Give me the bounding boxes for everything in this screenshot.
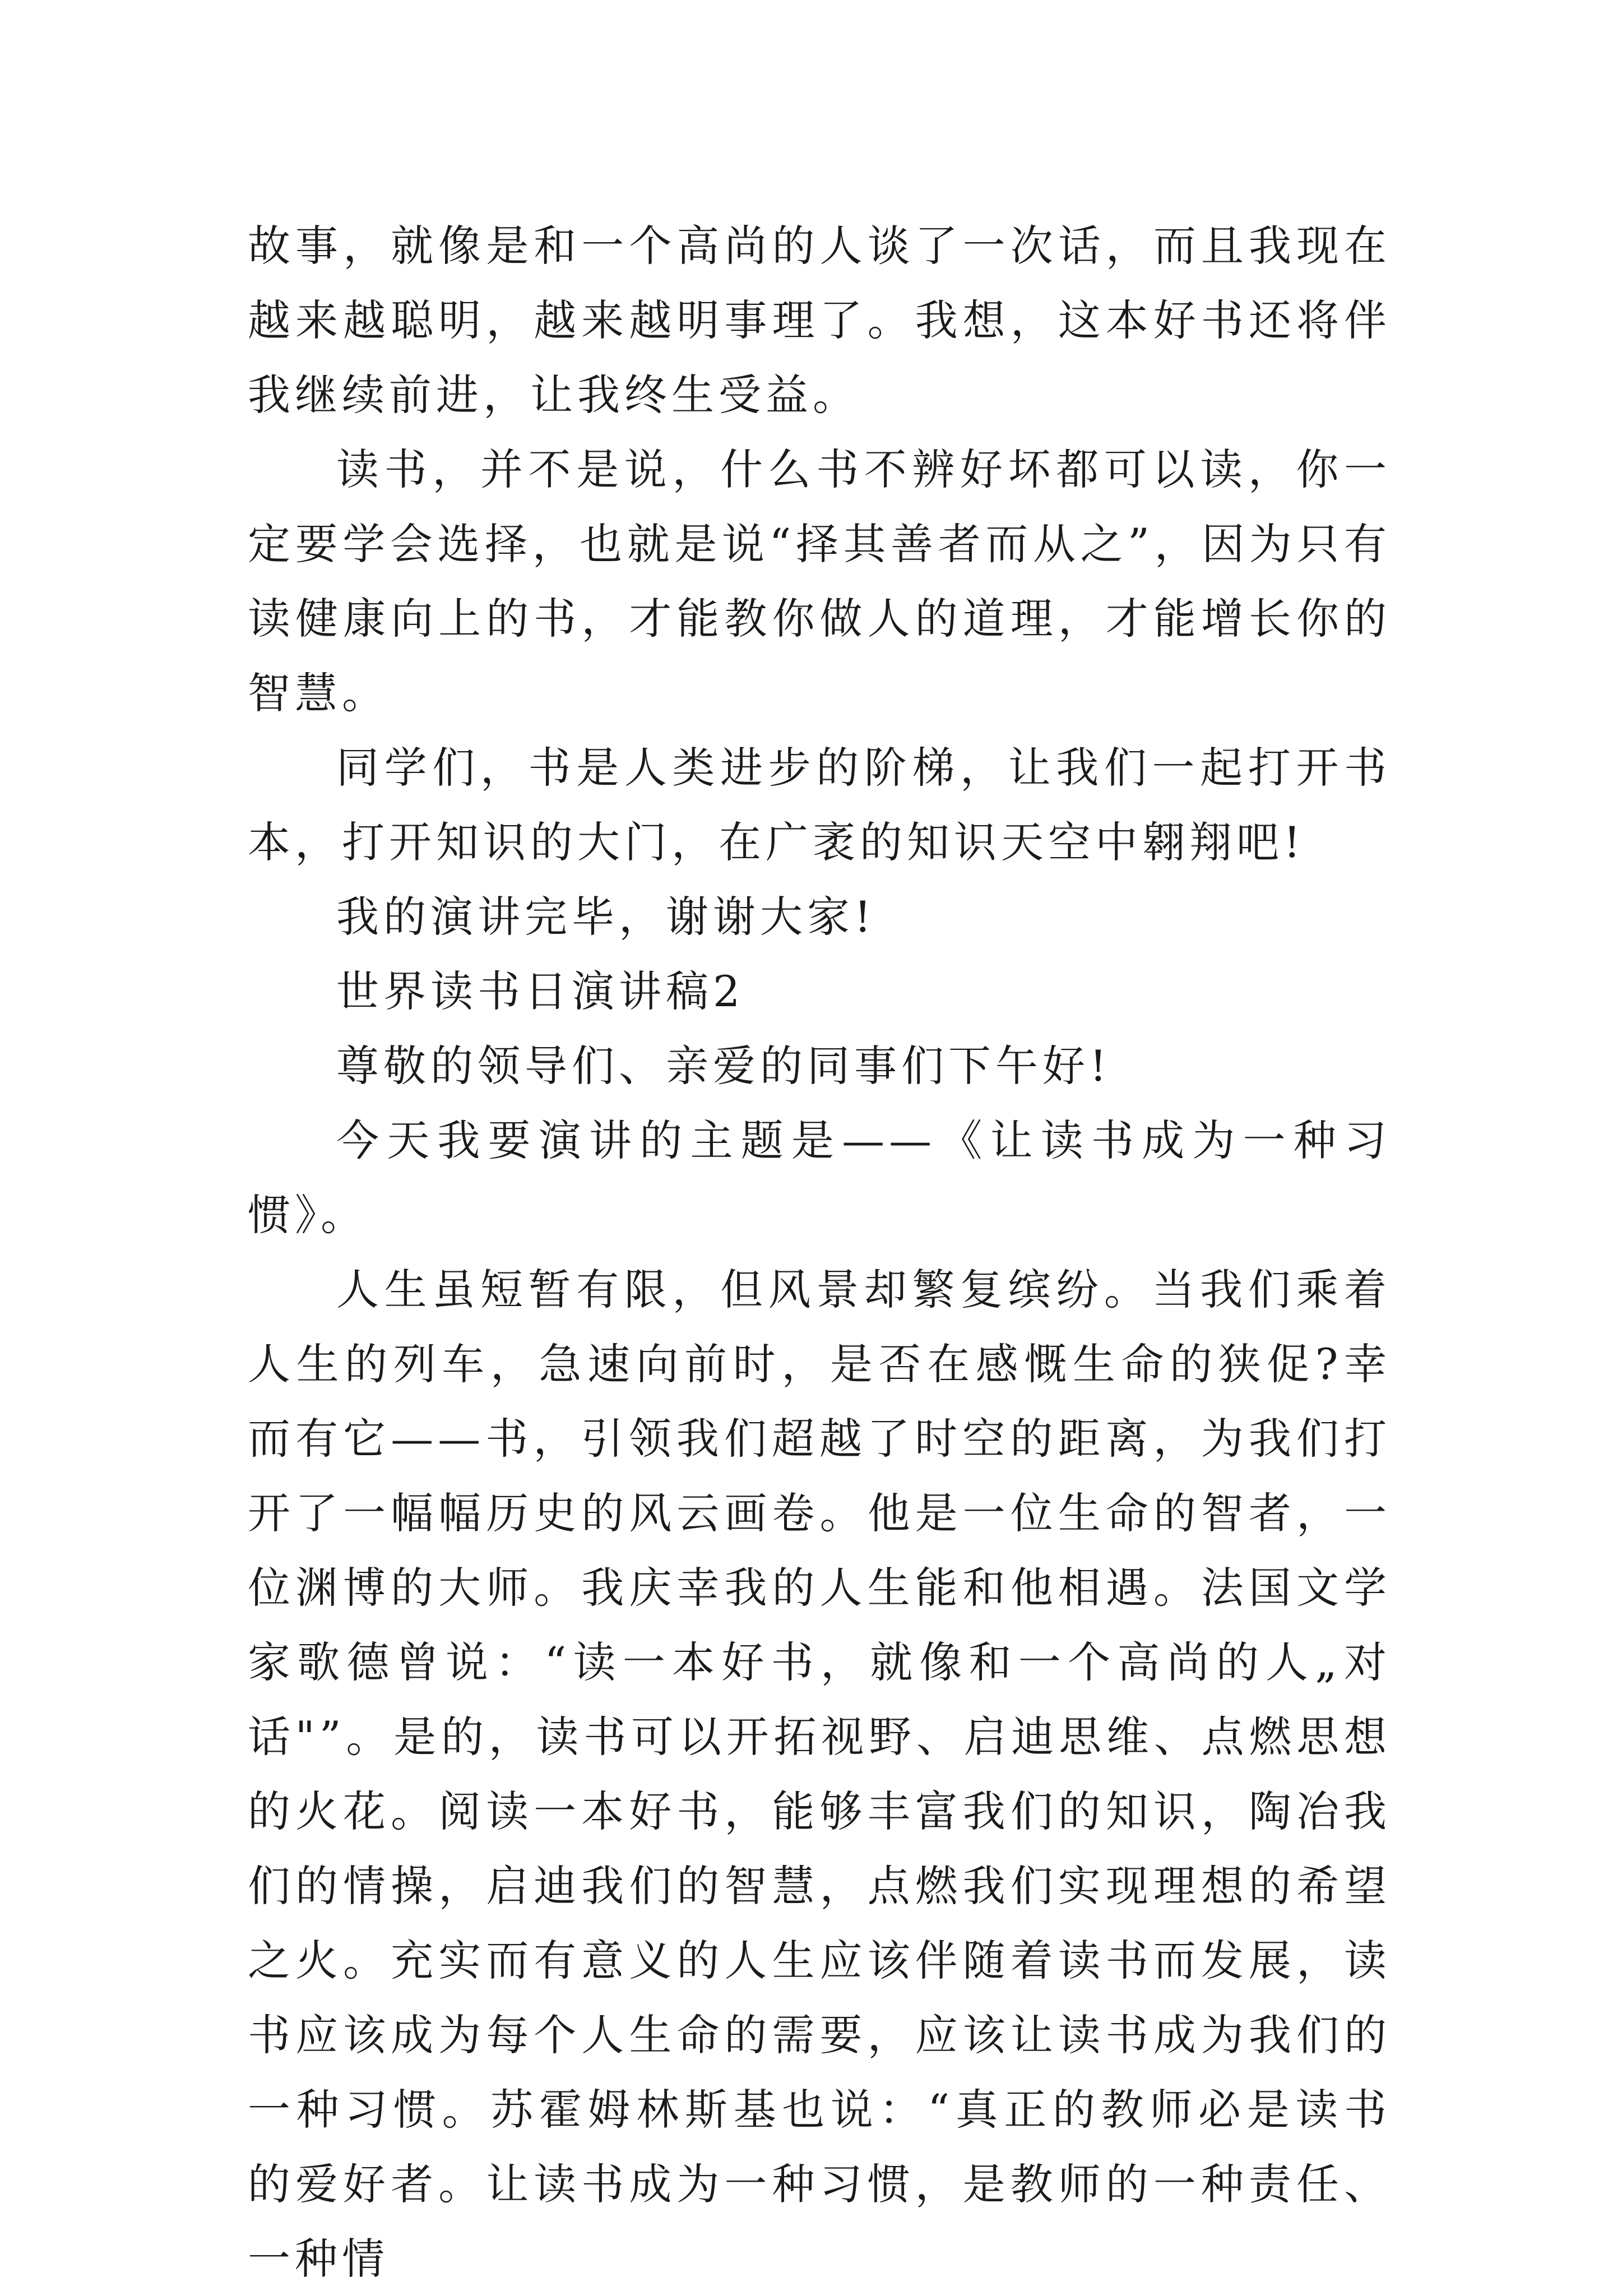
paragraph-reading-choice: 读书，并不是说，什么书不辨好坏都可以读，你一定要学会选择，也就是说“择其善者而从之”，因为只有读健康向上的书，才能教你做人的道理，才能增长你的智慧。 <box>248 445 1391 718</box>
paragraph-greeting: 尊敬的领导们、亲爱的同事们下午好! <box>336 1041 1111 1091</box>
paragraph-book-ladder: 同学们，书是人类进步的阶梯，让我们一起打开书本，打开知识的大门，在广袤的知识天空中翱翔吧! <box>248 743 1391 867</box>
paragraph-closing-thanks: 我的演讲完毕，谢谢大家! <box>336 892 876 942</box>
paragraph-main-body: 人生虽短暂有限，但风景却繁复缤纷。当我们乘着人生的列车，急速向前时，是否在感慨生命的狭促?幸而有它——书，引领我们超越了时空的距离，为我们打开了一幅幅历史的风云画卷。他是一位生命的智者，一位渊博的大师。我庆幸我的人生能和他相遇。法国文学家歌德曾说：“读一本好书，就像和一个高尚的人„对话"”。是的，读书可以开拓视野、启迪思维、点燃思想的火花。阅读一本好书，能够丰富我们的知识，陶冶我们的情操，启迪我们的智慧，点燃我们实现理想的希望之火。充实而有意义的人生应该伴随着读书而发展，读书应该成为每个人生命的需要，应该让读书成为我们的一种习惯。苏霍姆林斯基也说：“真正的教师必是读书的爱好者。让读书成为一种习惯，是教师的一种责任、一种情 <box>248 1265 1391 2284</box>
paragraph-topic: 今天我要演讲的主题是——《让读书成为一种习惯》。 <box>248 1115 1391 1240</box>
section-heading: 世界读书日演讲稿2 <box>336 966 745 1016</box>
document-body <box>248 209 1391 2296</box>
paragraph-continuation: 故事，就像是和一个高尚的人谈了一次话，而且我现在越来越聪明，越来越明事理了。我想，这本好书还将伴我继续前进，让我终生受益。 <box>248 221 1391 420</box>
